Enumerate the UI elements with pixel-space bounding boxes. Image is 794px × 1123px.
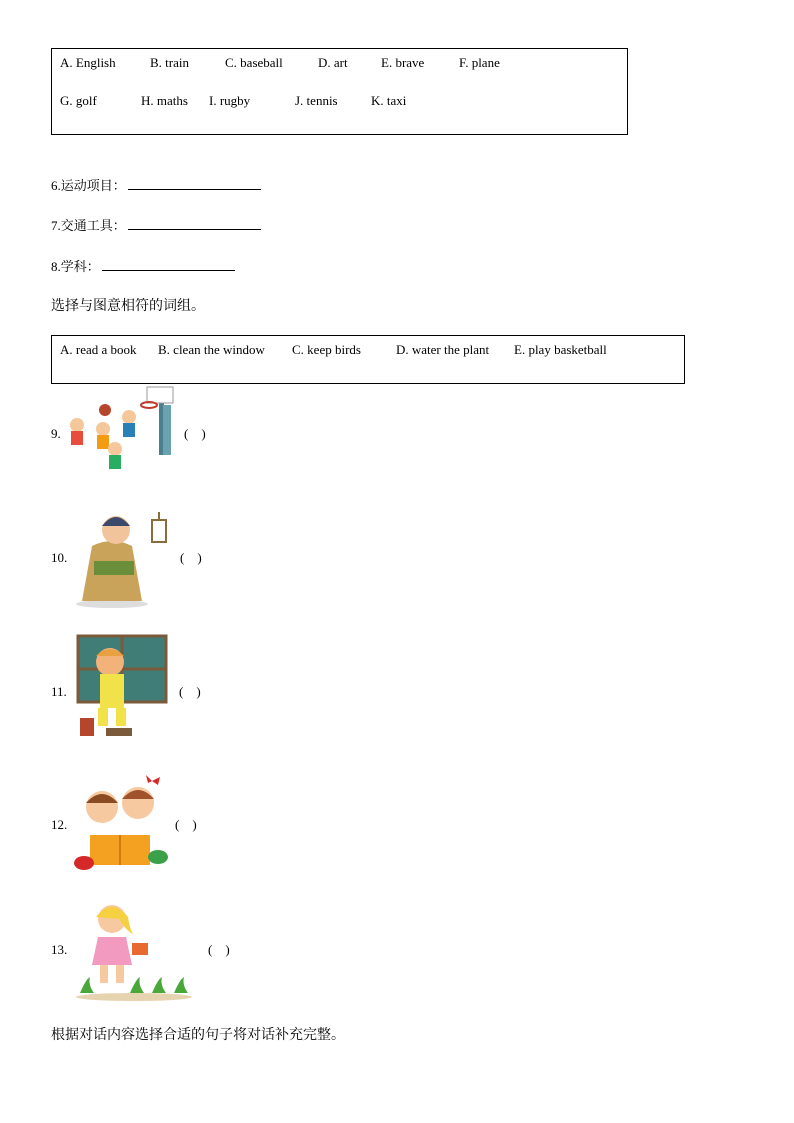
word-option: D. art: [318, 55, 348, 70]
answer-blank[interactable]: [102, 256, 235, 271]
question-number: 6.: [51, 178, 61, 193]
phrase-option: C. keep birds: [292, 342, 361, 357]
word-option: H. maths: [141, 93, 188, 108]
girl-watering-plants-icon: [72, 897, 200, 1001]
answer-bracket[interactable]: ( ): [208, 942, 230, 957]
question-label: 学科：: [60, 259, 100, 274]
word-option: F. plane: [459, 55, 500, 70]
phrase-option: B. clean the window: [158, 342, 265, 357]
section-instruction: 选择与图意相符的词组。: [51, 299, 205, 314]
man-with-birdcage-icon: [72, 506, 172, 608]
word-option: I. rugby: [209, 93, 251, 108]
question-label: 运动项目：: [60, 178, 126, 193]
word-option: B. train: [150, 55, 189, 70]
question-number: 10.: [51, 550, 68, 565]
answer-blank[interactable]: [128, 215, 261, 230]
answer-bracket[interactable]: ( ): [184, 426, 206, 441]
answer-bracket[interactable]: ( ): [180, 550, 202, 565]
question-8: [51, 256, 235, 275]
question-number: 8.: [51, 259, 61, 274]
answer-blank[interactable]: [128, 175, 261, 190]
question-number: 12.: [51, 817, 68, 832]
word-option: J. tennis: [295, 93, 338, 108]
question-number: 13.: [51, 942, 68, 957]
phrase-options-box: [51, 335, 685, 384]
question-6: [51, 175, 261, 194]
answer-bracket[interactable]: ( ): [179, 684, 201, 699]
phrase-option: E. play basketball: [514, 342, 607, 357]
word-option: A. English: [60, 55, 116, 70]
question-number: 9.: [51, 426, 61, 441]
question-number: 7.: [51, 218, 61, 233]
kids-playing-basketball-icon: [63, 385, 178, 480]
answer-bracket[interactable]: ( ): [175, 817, 197, 832]
phrase-option: A. read a book: [60, 342, 137, 357]
phrase-option: D. water the plant: [396, 342, 490, 357]
word-option: G. golf: [60, 93, 97, 108]
word-options-box: [51, 48, 628, 135]
children-reading-book-icon: [72, 775, 170, 875]
word-option: C. baseball: [225, 55, 283, 70]
boy-cleaning-window-icon: [76, 634, 170, 744]
word-option: E. brave: [381, 55, 425, 70]
word-option: K. taxi: [371, 93, 407, 108]
question-7: [51, 215, 261, 234]
question-number: 11.: [51, 684, 67, 699]
section-instruction: 根据对话内容选择合适的句子将对话补充完整。: [51, 1028, 345, 1043]
question-label: 交通工具：: [60, 218, 126, 233]
